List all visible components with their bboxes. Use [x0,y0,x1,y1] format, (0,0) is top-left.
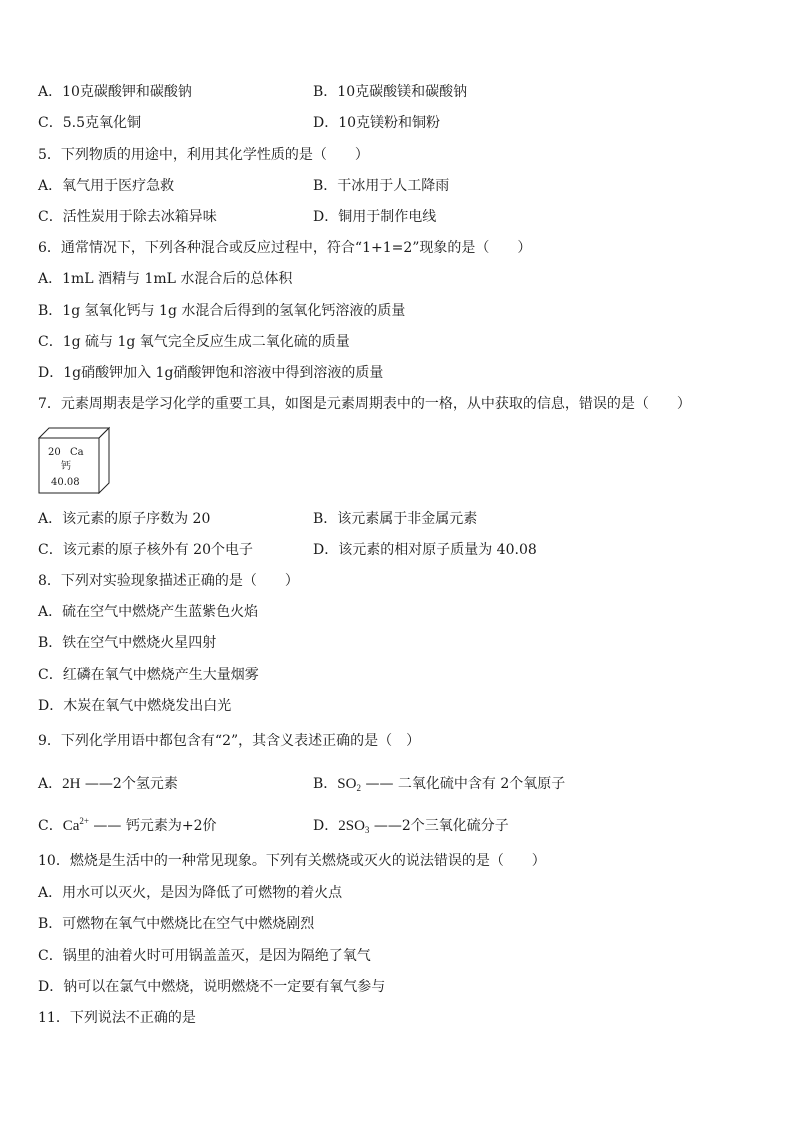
tile-symbol: Ca [70,447,84,458]
q9-b-text: —— 二氧化硫中含有 2个氧原子 [365,776,566,792]
q10-option-c: C．锅里的油着火时可用锅盖盖灭，是因为隔绝了氧气 [38,948,371,964]
q9-b-label: B． [313,776,338,792]
q9-c-formula-sup: 2+ [79,816,89,826]
q10-option-a: A．用水可以灭火，是因为降低了可燃物的着火点 [38,885,343,901]
q9-c-label: C． [38,818,63,834]
q5-option-c: C．活性炭用于除去冰箱异味 [38,209,217,225]
q11-stem: 11．下列说法不正确的是 [38,1010,196,1026]
q7-option-d: D．该元素的相对原子质量为 40.08 [313,542,537,558]
q8-stem: 8．下列对实验现象描述正确的是（ ） [38,573,299,589]
q6-option-b: B．1g 氢氧化钙与 1g 水混合后得到的氢氧化钙溶液的质量 [38,303,406,319]
q5-option-b: B．干冰用于人工降雨 [313,178,450,194]
q4-option-c: C．5.5克氧化铜 [38,115,141,131]
q9-option-d [313,817,509,835]
q9-d-formula [338,818,369,834]
q9-b-formula [337,776,361,792]
q6-stem: 6．通常情况下，下列各种混合或反应过程中，符合“1+1=2”现象的是（ ） [38,240,532,256]
q9-option-a [38,775,178,793]
tile-atomic-number: 20 [48,447,61,458]
q6-option-d: D．1g硝酸钾加入 1g硝酸钾饱和溶液中得到溶液的质量 [38,365,384,381]
q6-option-c: C．1g 硫与 1g 氧气完全反应生成二氧化硫的质量 [38,334,350,350]
q7-option-a: A．该元素的原子序数为 20 [38,511,211,527]
q9-d-label: D． [313,818,339,834]
tile-name: 钙 [61,461,71,472]
q5-option-a: A．氧气用于医疗急救 [38,178,175,194]
q9-c-formula [63,818,89,834]
q9-a-label: A． [38,776,63,792]
q4-option-a: A．10克碳酸钾和碳酸钠 [38,84,192,100]
q8-option-b: B．铁在空气中燃烧火星四射 [38,635,217,651]
q9-d-formula-main: 2SO [338,818,365,834]
q9-b-formula-sub: 2 [356,783,361,793]
tile-atomic-mass: 40.08 [51,477,80,488]
q9-c-formula-main: Ca [62,818,80,834]
q8-option-a: A．硫在空气中燃烧产生蓝紫色火焰 [38,604,259,620]
q5-stem: 5．下列物质的用途中，利用其化学性质的是（ ） [38,147,369,163]
q9-option-c [38,817,217,835]
q9-b-formula-main: SO [337,776,357,792]
q9-option-b [313,775,565,793]
q9-a-formula: 2H [62,776,81,792]
q8-option-c: C．红磷在氧气中燃烧产生大量烟雾 [38,667,259,683]
q9-d-formula-sub: 3 [364,825,370,835]
q10-option-d: D．钠可以在氯气中燃烧，说明燃烧不一定要有氧气参与 [38,979,386,995]
q6-option-a: A．1mL 酒精与 1mL 水混合后的总体积 [38,271,293,287]
q10-stem: 10．燃烧是生活中的一种常见现象。下列有关燃烧或灭火的说法错误的是（ ） [38,853,546,869]
q7-option-c: C．该元素的原子核外有 20个电子 [38,542,253,558]
q4-option-d: D．10克镁粉和铜粉 [313,115,441,131]
q5-option-d: D．铜用于制作电线 [313,209,437,225]
q8-option-d: D．木炭在氧气中燃烧发出白光 [38,698,232,714]
q9-c-text: —— 钙元素为+2价 [93,818,217,834]
q10-option-b: B．可燃物在氧气中燃烧比在空气中燃烧剧烈 [38,916,315,932]
q4-option-b: B．10克碳酸镁和碳酸钠 [313,84,468,100]
q7-option-b: B．该元素属于非金属元素 [313,511,478,527]
q7-stem: 7．元素周期表是学习化学的重要工具，如图是元素周期表中的一格，从中获取的信息，错误的是（ ） [38,396,691,412]
q9-stem: 9．下列化学用语中都包含有“2”，其含义表述正确的是（ ） [38,733,421,749]
element-tile-calcium [38,426,110,494]
q9-d-text: ——2个三氧化硫分子 [373,818,509,834]
q9-a-text: ——2个氢元素 [84,776,178,792]
